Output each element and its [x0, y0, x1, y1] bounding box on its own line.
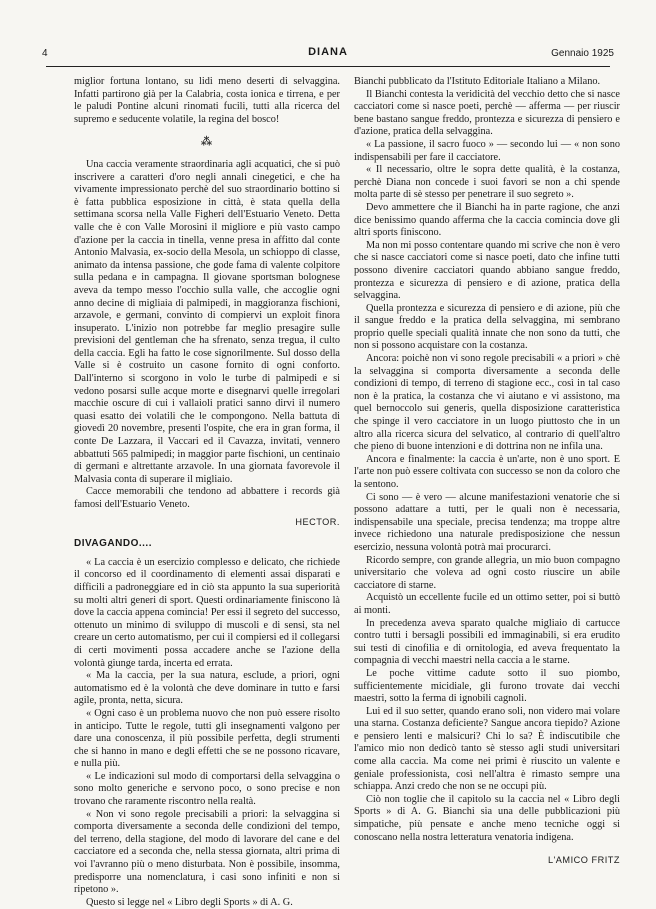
- paragraph: miglior fortuna lontano, su lidi meno deserti di selvaggina. Infatti partirono già per la Calabria, costa ionica e tirrena, e per le paludi Pontine alcuni rinomati fucili, tutti alla ricerca del supremo e seducente volatile, la regina del bosco!: [74, 76, 340, 125]
- paragraph: Questo si legge nel « Libro degli Sports » di A. G.: [86, 896, 293, 908]
- author-signature: L'AMICO FRITZ: [547, 855, 620, 866]
- journal-title: DIANA: [308, 46, 348, 58]
- right-column: [354, 76, 620, 867]
- paragraph: Ma non mi posso contentare quando mi scrive che non è vero che si nasce cacciatori come si nasce poeti, dato che infine tutti possono divenire cacciatori quando abbiano sangue freddo, prontezza e sicurezza di pensiero e di azione, pratica della selvaggina.: [354, 239, 620, 302]
- paragraph: Le poche vittime cadute sotto il suo piombo, sufficientemente micidiale, gli furono trovate dai vecchi maestri, sotto la ferma di ignobili cagnoli.: [354, 667, 620, 705]
- paragraph: Ci sono — è vero — alcune manifestazioni venatorie che si possono adattare a tutti, per le quali non è necessaria, indispensabile una speciale, precisa tendenza; ma troppe altre invece richiedono una naturale predisposizione che nessun esercizio, nessuna volontà potrà mai procurarci.: [354, 491, 620, 553]
- paragraph: Ancora: poichè non vi sono regole precisabili « a priori » chè la selvaggina si comporta diversamente a seconda delle condizioni di tempo, di terreno di stagione ecc., così in tal caso non è la pratica, la costanza che vi aiutano e vi assistono, ma quel bernoccolo sui generis, quella disposizione caratteristica che spinge il vero cacciatore in un luogo piuttosto che in un altro alla ricerca sicura del selvatico, al contrario di quell'altro che pieno di buone intenzioni e di dottrina non ne infila una.: [354, 353, 620, 453]
- paragraph: Ciò non toglie che il capitolo su la caccia nel « Libro degli Sports » di A. G. Bianchi sia una delle pubblicazioni più simpatiche, più pensate e anche meno tecniche oggi si conoscano nella nostra letteratura venatoria indigena.: [354, 793, 620, 843]
- page-number: 4: [42, 48, 48, 59]
- article-title: DIVAGANDO....: [74, 538, 152, 550]
- paragraph: « La caccia è un esercizio complesso e delicato, che richiede il concorso ed il coordinamento di elementi assai disparati e difficili a padroneggiare ed in ciò sta appunto la sua superiorità su molti altri generi di sport. Questi ordinariamente finiscono là dove la caccia appena comincia! Per essi il segreto del successo, ottenuto un minimo di sviluppo di muscoli e di sensi, sta nel creare un certo automatismo, per cui il compiersi ed il collegarsi di certi movimenti possa accadere anche se l'azione della volontà giunge tarda, incerta ed errata.: [74, 556, 340, 669]
- paragraph: « Ogni caso è un problema nuovo che non può essere risolto in anticipo. Tutte le regole, tutti gli insegnamenti valgono per dare una conoscenza, il più possibile perfetta, degli strumenti che si hanno in mano e degli effetti che se ne possono ricavare, e nulla più.: [74, 707, 340, 770]
- paragraph: Devo ammettere che il Bianchi ha in parte ragione, che anzi dice benissimo quando afferma che la caccia comincia dove gli altri sports finiscono.: [354, 201, 620, 239]
- paragraph: « Il necessario, oltre le sopra dette qualità, è la costanza, perchè Diana non concede i suoi favori se non a chi spende molta parte di sè stesso per penetrare il suo segreto ».: [354, 164, 620, 201]
- paragraph: Bianchi pubblicato da l'Istituto Editoriale Italiano a Milano.: [354, 76, 601, 87]
- header-rule: [46, 66, 610, 67]
- paragraph: « Ma la caccia, per la sua natura, esclude, a priori, ogni automatismo ed è la volontà che deve dominare in tutto e farsi agile, pronta, netta, sicura.: [74, 670, 340, 707]
- author-signature: HECTOR.: [295, 516, 340, 527]
- paragraph: Cacce memorabili che tendono ad abbattere i records già famosi dell'Estuario Veneto.: [74, 486, 340, 510]
- paragraph: « Le indicazioni sul modo di comportarsi della selvaggina o sono molto generiche e servono poco, o sono precise e non trovano che raramente riscontro nella realtà.: [74, 770, 340, 808]
- paragraph: Il Bianchi contesta la veridicità del vecchio detto che si nasce cacciatori come si nasce poeti, perchè — afferma — per riuscir bene bastano sangue freddo, prontezza e sicurezza di pensiero e d'azione, pratica della selvaggina.: [354, 88, 620, 138]
- left-column: [74, 76, 340, 909]
- paragraph: Acquistò un eccellente fucile ed un ottimo setter, poi si buttò ai monti.: [354, 592, 620, 616]
- paragraph: Quella prontezza e sicurezza di pensiero e di azione, più che il sangue freddo e la pratica della selvaggina, mi sembrano proprio quelle speciali qualità innate che non sono da tutti, che non si possono acquistare con la costanza.: [354, 302, 620, 352]
- paragraph: Ricordo sempre, con grande allegria, un mio buon compagno universitario che voleva ad ogni costo riuscire un abile cacciatore di starne.: [354, 554, 620, 591]
- paragraph: Ancora e finalmente: la caccia è un'arte, non è uno sport. E l'arte non può essere coltivata con successo se non da coloro che la sentono.: [354, 453, 620, 490]
- paragraph: « Non vi sono regole precisabili a priori: la selvaggina si comporta diversamente a seconda delle condizioni del tempo, del terreno, della stagione, del modo di lavorare del cane e del cacciatore ed a seconda che, nella stessa giornata, altri prima di voi l'avranno più o meno disturbata. Non è possibile, insomma, predisporre una nomenclatura, i casi sono infiniti e non si ripetono ».: [74, 808, 340, 896]
- issue-date: Gennaio 1925: [551, 48, 614, 59]
- paragraph: Una caccia veramente straordinaria agli acquatici, che si può inscrivere a caratteri d'oro negli annali cinegetici, e che ha vivamente impressionato perchè del suo straordinario bottino si è fatta pubblica esposizione in città, è stata quella della settimana scorsa nella Valle Figheri dell'Estuario Veneto. Detta valle che è con Valle Morosini il migliore e più vasto campo d'azione per la caccia in tinella, venne presa in affitto dal conte Antonio Malvasia, ex-socio della Mesola, un schioppo di classe, animato da intensa passione, che gode fama di valente colpitore sulla pedana e in campagna. Il giovane sportsman bolognese aveva da tempo messo l'occhio sulla valle, che accoglie ogni anno decine di migliaia di palmipedi, in maggioranza fischioni, arzavole, e germani, convinto di compiervi un exploit finora insuperato. L'inizio non potrebbe far meglio presagire sulle previsioni del gentleman che ha sfrenato, senza tregua, il culto della caccia. Egli ha fatto le cose signorilmente. Sul dosso della Valle si è costruito un casone fornito di ogni conforto. Dall'interno si scorgono in volo le turbe di palmipedi e si vedono posarsi sulle acque morte e disegnarvi quelle irregolari macchie oscure di cui i vallaioli pratici sanno dirvi il numero quasi esatto dei volatili che le compongono. Nella battuta di giovedì 20 novembre, presenti l'ospite, che era in gran forma, il conte De Lazzara, il Vaccari ed il Cavazza, invitati, vennero abbattuti 565 palmipedi; in maggior parte fischioni, un centinaio di germani e altrettante arzavole. In una giornata favorevole il Malvasia conta di superare il migliaio.: [74, 158, 340, 485]
- section-ornament: ⁂: [200, 136, 214, 149]
- paragraph: « La passione, il sacro fuoco » — secondo lui — « non sono indispensabili per fare il cacciatore.: [354, 138, 620, 163]
- running-header: [42, 46, 614, 62]
- paragraph: In precedenza aveva sparato qualche migliaio di cartucce contro tutti i bersagli possibili ed immaginabili, si era erudito sui testi di cinofilia e di ornitologia, ed aveva frequentato la compagnia di vecchi maestri nella caccia a le starne.: [354, 617, 620, 667]
- paragraph: Lui ed il suo setter, quando erano soli, non videro mai volare una starna. Costanza deficiente? Sangue ancora tiepido? Azione e pensiero lenti e malsicuri? Chi lo sa? È indiscutibile che l'amico mio non dedicò tanto sè stesso agli studi universitari come alla caccia. Ma come nei primi è riuscito un valente e geniale professionista, così nell'altra è rimasto sempre una schiappa. Anzi credo che non se ne occupi più.: [354, 705, 620, 793]
